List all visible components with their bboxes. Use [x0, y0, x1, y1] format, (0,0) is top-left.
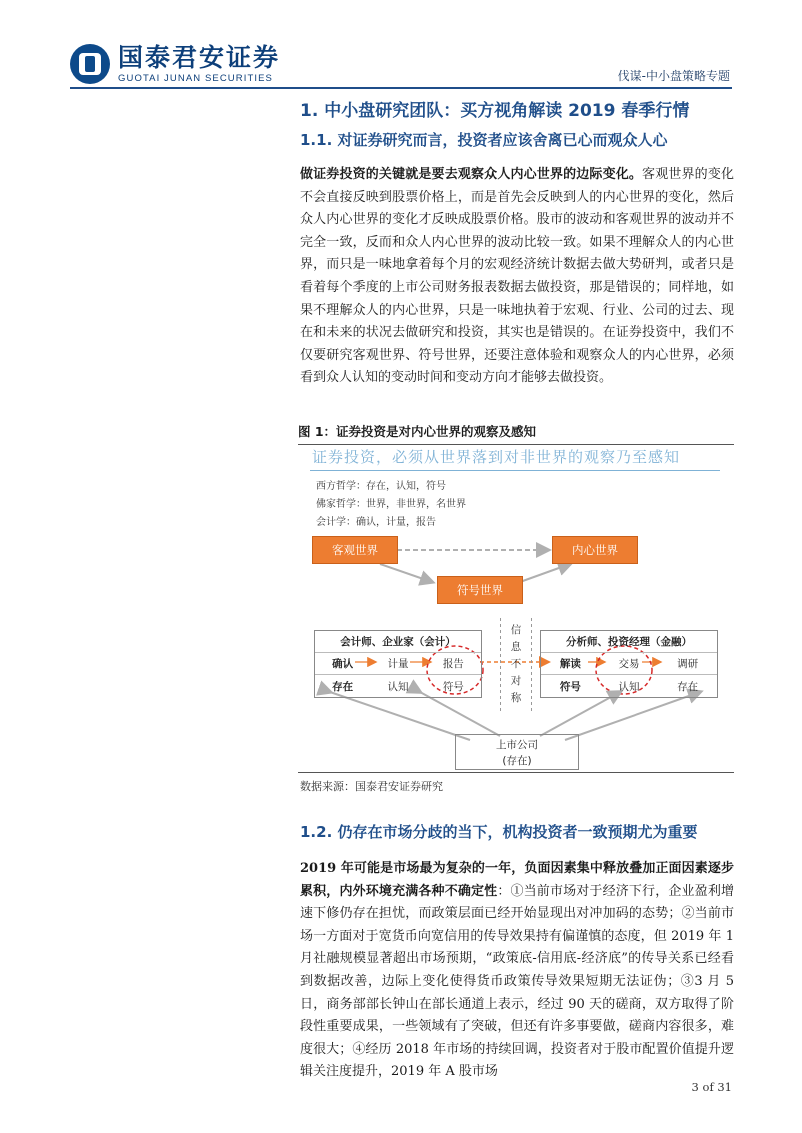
table-cell: 交易 — [618, 658, 640, 670]
table-header: 分析师、投资经理（金融） — [541, 631, 717, 653]
arrow-company-to-right — [565, 692, 700, 740]
philosophy-line: 会计学：确认，计量，报告 — [316, 517, 436, 528]
logo-name-en: GUOTAI JUNAN SECURITIES — [118, 72, 273, 84]
table-cell: 符号 — [442, 680, 464, 693]
arrow-company-to-right-inner — [540, 692, 620, 736]
logo-name-cn: 国泰君安证券 — [118, 42, 281, 72]
table-row — [541, 675, 717, 697]
divider-line-left — [500, 618, 501, 714]
table-cell: 存在 — [332, 680, 354, 693]
subsection-title: 1.2. 仍存在市场分歧的当下，机构投资者一致预期尤为重要 — [300, 823, 698, 841]
table-cell: 报告 — [442, 658, 464, 670]
paragraph-lead: 2019 年可能是市场最为复杂的一年，负面因素集中释放叠加正面因素逐步累积，内外环境充满各种不确定性 — [300, 861, 734, 899]
info-asymmetry-label: 信 息 不 对 称 — [510, 624, 522, 704]
table-cell: 计量 — [387, 658, 409, 670]
philosophy-line: 佛家哲学：世界，非世界，名世界 — [316, 499, 466, 510]
philosophy-line: 西方哲学：存在，认知，符号 — [316, 481, 446, 492]
arrow-symbol-to-inner — [520, 564, 570, 582]
accounting-table — [314, 630, 482, 698]
symbol-world-box: 符号世界 — [437, 576, 523, 604]
company-sublabel: (存在) — [502, 755, 532, 767]
objective-world-box: 客观世界 — [312, 536, 398, 564]
divider-line-right — [531, 618, 532, 714]
table-row — [315, 675, 481, 697]
arrow-company-to-left-inner — [420, 692, 500, 736]
arrow-objective-to-symbol — [380, 564, 432, 582]
figure-caption: 图 1：证券投资是对内心世界的观察及感知 — [298, 422, 734, 445]
table-cell: 认知 — [618, 680, 640, 693]
table-cell: 确认 — [332, 658, 354, 670]
table-header: 会计师、企业家（会计） — [315, 631, 481, 653]
subsection-title: 1.1. 对证券研究而言，投资者应该舍离已心而观众人心 — [300, 131, 668, 149]
listed-company-box — [455, 734, 579, 770]
figure-banner: 证券投资，必须从世界落到对非世界的观察乃至感知 — [312, 448, 681, 466]
company-label: 上市公司 — [496, 739, 538, 751]
section-title: 1. 中小盘研究团队：买方视角解读 2019 春季行情 — [300, 101, 690, 121]
report-series-label: 伐谋-中小盘策略专题 — [617, 69, 730, 83]
body-paragraph — [300, 858, 734, 1084]
table-cell: 认知 — [387, 680, 409, 693]
finance-table — [540, 630, 718, 698]
figure-source: 数据来源：国泰君安证券研究 — [300, 780, 443, 793]
paragraph-lead: 做证券投资的关键就是要去观察众人内心世界的边际变化。 — [300, 167, 643, 182]
table-row — [315, 653, 481, 675]
table-row — [541, 653, 717, 675]
table-cell: 调研 — [677, 658, 699, 670]
page-number: 3 of 31 — [691, 1080, 732, 1094]
arrow-company-to-left — [330, 692, 470, 740]
table-cell: 符号 — [559, 680, 581, 693]
inner-world-box: 内心世界 — [552, 536, 638, 564]
table-cell: 存在 — [677, 680, 699, 693]
paragraph-body: 客观世界的变化不会直接反映到股票价格上，而是首先会反映到人的内心世界的变化，然后众人内心世界的变化才反映成股票价格。股市的波动和客观世界的波动并不完全一致，反而和众人内心世界的波动比较一致。如果不理解众人的内心世界，而只是一味地拿着每个月的宏观经济统计数据去做大势研判，或者只是看着每个季度的上市公司财务报表数据去做投资，那是错误的；同样地，如果不理解众人的内心世界，只是一味地执着于宏观、行业、公司的过去、现在和未来的状况去做研究和投资，其实也是错误的。在证券投资中，我们不仅要研究客观世界、符号世界，还要注意体验和观察众人的内心世界，必须看到众人认知的变动时间和变动方向才能够去做投资。 — [300, 167, 734, 386]
table-cell: 解读 — [559, 658, 581, 670]
paragraph-body: ：①当前市场对于经济下行，企业盈利增速下修仍存在担忧，而政策层面已经开始显现出对冲加码的态势；②当前市场一方面对于宽货币向宽信用的传导效果持有偏谨慎的态度，但 2019 年 1 月社融规模显著超出市场预期，“政策底-信用底-经济底”的传导关系已经看到数据改善，边际上变化使得货币政策传导效果短期无法证伪；③3 月 5 日，商务部部长钟山在部长通道上表示，经过 90 天的磋商，双方取得了阶段性重要成果，一些领域有了突破，但还有许多事要做，磋商内容很多，难度很大；④经历 2018 年市场的持续回调，投资者对于股市配置价值提升逻辑关注度提升，2019 年 A 股市场 — [300, 883, 734, 1080]
figure-bottom-rule — [298, 772, 734, 773]
